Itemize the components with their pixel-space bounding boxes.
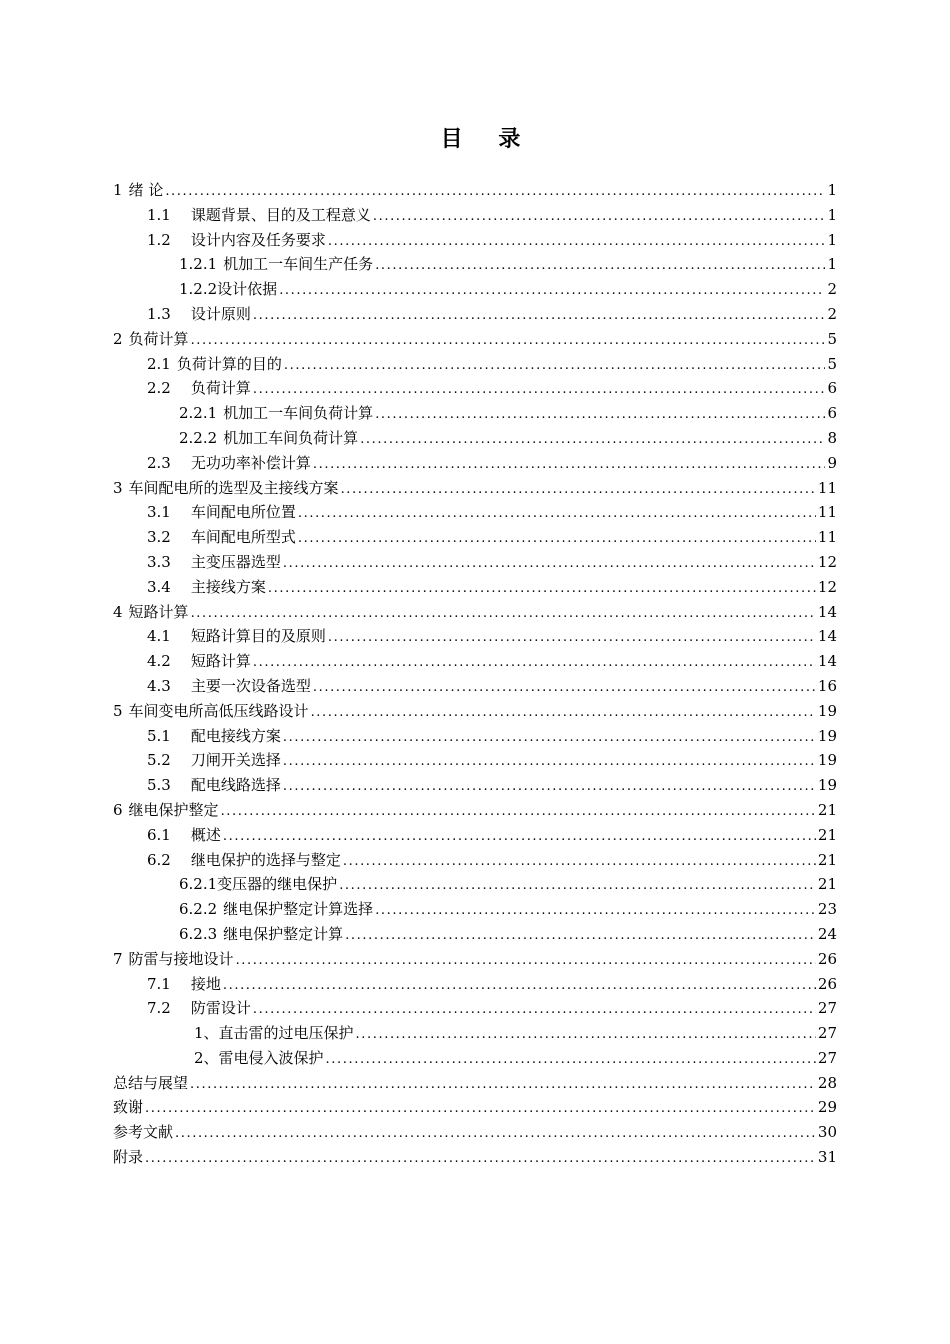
toc-entry[interactable] xyxy=(113,724,837,749)
toc-entry-number: 2.1 xyxy=(147,354,171,373)
toc-entry-number: 6.2.3 xyxy=(179,924,218,943)
toc-dot-leader xyxy=(375,254,825,277)
toc-entry-page: 1 xyxy=(827,230,837,249)
toc-entry[interactable] xyxy=(113,748,837,773)
toc-dot-leader xyxy=(223,825,816,848)
toc-entry-title: 参考文献 xyxy=(113,1123,174,1142)
toc-dot-leader xyxy=(175,1122,816,1145)
toc-entry-title: 无功功率补偿计算 xyxy=(190,453,311,472)
toc-entry-page: 1 xyxy=(827,205,837,224)
toc-entry[interactable] xyxy=(113,624,837,649)
toc-entry-page: 11 xyxy=(817,503,837,522)
toc-entry-number: 7.2 xyxy=(147,999,171,1018)
toc-entry-title: 致谢 xyxy=(113,1098,144,1117)
toc-entry-title: 主接线方案 xyxy=(190,577,266,596)
toc-dot-leader xyxy=(375,403,825,426)
toc-dot-leader xyxy=(326,1048,816,1071)
toc-entry[interactable] xyxy=(113,1071,837,1096)
toc-entry-title: 负荷计算 xyxy=(128,329,189,348)
toc-dot-leader xyxy=(356,1023,816,1046)
toc-entry-page: 16 xyxy=(817,676,837,695)
toc-entry-number: 4.3 xyxy=(147,676,171,695)
toc-entry-number: 7.1 xyxy=(147,974,171,993)
toc-dot-leader xyxy=(253,998,816,1021)
toc-dot-leader xyxy=(313,453,826,476)
toc-entry-number: 2.2 xyxy=(147,379,171,398)
toc-entry-number: 2.2.1 xyxy=(179,404,218,423)
toc-entry-number: 2.3 xyxy=(147,453,171,472)
toc-dot-leader xyxy=(190,1073,816,1096)
toc-entry-title: 接地 xyxy=(190,974,221,993)
toc-entry-title: 设计原则 xyxy=(190,304,251,323)
toc-entry-number: 5 xyxy=(113,701,123,720)
toc-entry-page: 21 xyxy=(817,825,837,844)
toc-entry[interactable] xyxy=(113,1145,837,1170)
toc-entry[interactable] xyxy=(113,798,837,823)
toc-entry[interactable] xyxy=(113,823,837,848)
toc-entry-title: 机加工一车间负荷计算 xyxy=(223,404,374,423)
toc-entry[interactable] xyxy=(113,277,837,302)
toc-entry-page: 26 xyxy=(817,974,837,993)
toc-entry-number: 5.2 xyxy=(147,751,171,770)
toc-entry[interactable] xyxy=(113,674,837,699)
toc-entry-number: 3.1 xyxy=(147,503,171,522)
toc-dot-leader xyxy=(145,1147,816,1170)
toc-entry-page: 6 xyxy=(827,379,837,398)
toc-dot-leader xyxy=(284,354,826,377)
toc-entry-page: 2 xyxy=(827,280,837,299)
toc-entry-title: 车间配电所型式 xyxy=(190,528,296,547)
toc-dot-leader xyxy=(191,329,826,352)
toc-entry-title: 继电保护的选择与整定 xyxy=(190,850,341,869)
toc-entry-title: 防雷与接地设计 xyxy=(128,949,234,968)
toc-entry[interactable] xyxy=(113,947,837,972)
toc-dot-leader xyxy=(343,850,816,873)
toc-dot-leader xyxy=(283,552,816,575)
toc-entry[interactable] xyxy=(113,352,837,377)
toc-entry[interactable] xyxy=(113,178,837,203)
toc-entry-number: 1.3 xyxy=(147,304,171,323)
toc-dot-leader xyxy=(268,577,816,600)
toc-dot-leader xyxy=(283,775,816,798)
toc-entry-number: 3.3 xyxy=(147,552,171,571)
toc-dot-leader xyxy=(279,279,825,302)
toc-entry[interactable] xyxy=(113,1120,837,1145)
toc-entry-number: 7 xyxy=(113,949,123,968)
toc-entry-number: 4.2 xyxy=(147,652,171,671)
toc-entry-number: 6.1 xyxy=(147,825,171,844)
toc-entry-number: 3 xyxy=(113,478,123,497)
toc-entry[interactable] xyxy=(113,376,837,401)
toc-entry-page: 2 xyxy=(827,304,837,323)
toc-entry[interactable] xyxy=(113,1021,837,1046)
toc-entry-number: 1.2 xyxy=(147,230,171,249)
toc-entry[interactable] xyxy=(113,228,837,253)
toc-dot-leader xyxy=(298,527,816,550)
toc-entry-number: 6 xyxy=(113,800,123,819)
toc-entry-title: 主变压器选型 xyxy=(190,552,281,571)
toc-entry-number: 1.1 xyxy=(147,205,171,224)
toc-entry-page: 14 xyxy=(817,627,837,646)
toc-entry-title: 配电接线方案 xyxy=(190,726,281,745)
toc-dot-leader xyxy=(339,874,816,897)
toc-entry-title: 车间配电所位置 xyxy=(190,503,296,522)
toc-entry[interactable] xyxy=(113,996,837,1021)
toc-entry-title: 1、直击雷的过电压保护 xyxy=(194,1024,354,1043)
toc-list xyxy=(113,178,837,1170)
toc-dot-leader xyxy=(328,626,816,649)
toc-entry-number: 3.4 xyxy=(147,577,171,596)
toc-entry[interactable] xyxy=(113,575,837,600)
toc-entry[interactable] xyxy=(113,897,837,922)
toc-title: 目 录 xyxy=(440,126,535,152)
toc-entry-page: 14 xyxy=(817,652,837,671)
toc-entry[interactable] xyxy=(113,922,837,947)
toc-dot-leader xyxy=(360,428,825,451)
toc-entry-title: 短路计算 xyxy=(190,652,251,671)
toc-entry-number: 4 xyxy=(113,602,123,621)
toc-entry-page: 9 xyxy=(827,453,837,472)
toc-entry-page: 27 xyxy=(817,999,837,1018)
toc-entry-title: 防雷设计 xyxy=(190,999,251,1018)
toc-entry-page: 19 xyxy=(817,701,837,720)
toc-entry-title: 总结与展望 xyxy=(113,1073,189,1092)
toc-entry[interactable] xyxy=(113,327,837,352)
toc-dot-leader xyxy=(253,378,826,401)
toc-entry-title: 短路计算 xyxy=(128,602,189,621)
toc-entry[interactable] xyxy=(113,476,837,501)
toc-entry-number: 1.2.2 xyxy=(179,280,218,299)
toc-entry[interactable] xyxy=(113,1095,837,1120)
toc-dot-leader xyxy=(236,949,816,972)
toc-entry[interactable] xyxy=(113,699,837,724)
toc-entry-title: 课题背景、目的及工程意义 xyxy=(190,205,371,224)
toc-entry-title: 短路计算目的及原则 xyxy=(190,627,326,646)
toc-entry-title: 机加工车间负荷计算 xyxy=(223,428,359,447)
toc-entry-number: 6.2.1 xyxy=(179,875,218,894)
toc-entry-page: 19 xyxy=(817,776,837,795)
toc-entry-number: 4.1 xyxy=(147,627,171,646)
toc-dot-leader xyxy=(345,924,816,947)
toc-entry[interactable] xyxy=(113,426,837,451)
toc-entry-page: 5 xyxy=(827,329,837,348)
toc-entry-title: 车间配电所的选型及主接线方案 xyxy=(128,478,339,497)
toc-entry[interactable] xyxy=(113,550,837,575)
toc-entry-page: 5 xyxy=(827,354,837,373)
toc-entry-number: 2 xyxy=(113,329,123,348)
toc-dot-leader xyxy=(223,974,816,997)
toc-entry-title: 2、雷电侵入波保护 xyxy=(194,1048,324,1067)
toc-entry-title: 设计内容及任务要求 xyxy=(190,230,326,249)
toc-dot-leader xyxy=(328,230,826,253)
toc-entry-number: 6.2 xyxy=(147,850,171,869)
toc-entry-page: 29 xyxy=(817,1098,837,1117)
toc-dot-leader xyxy=(191,602,816,625)
toc-dot-leader xyxy=(283,750,816,773)
toc-entry-page: 23 xyxy=(817,900,837,919)
toc-entry-title: 继电保护整定 xyxy=(128,800,219,819)
toc-entry[interactable] xyxy=(113,500,837,525)
toc-dot-leader xyxy=(298,502,816,525)
toc-entry-page: 19 xyxy=(817,726,837,745)
toc-entry-title: 继电保护整定计算 xyxy=(223,924,344,943)
toc-entry-page: 8 xyxy=(827,428,837,447)
toc-entry-number: 5.1 xyxy=(147,726,171,745)
toc-entry-number: 1 xyxy=(113,181,123,199)
toc-dot-leader xyxy=(283,726,816,749)
toc-entry-page: 1 xyxy=(827,181,837,199)
toc-entry-page: 12 xyxy=(817,577,837,596)
toc-entry-page: 12 xyxy=(817,552,837,571)
toc-entry-title: 设计依据 xyxy=(217,280,278,299)
toc-entry-page: 28 xyxy=(817,1073,837,1092)
toc-entry-page: 21 xyxy=(817,850,837,869)
toc-entry-number: 2.2.2 xyxy=(179,428,218,447)
toc-entry-title: 负荷计算 xyxy=(190,379,251,398)
toc-entry-title: 概述 xyxy=(190,825,221,844)
toc-dot-leader xyxy=(313,676,816,699)
toc-entry-title: 配电线路选择 xyxy=(190,776,281,795)
toc-entry[interactable] xyxy=(113,302,837,327)
toc-entry-title: 变压器的继电保护 xyxy=(217,875,338,894)
toc-dot-leader xyxy=(373,205,826,228)
toc-entry-page: 26 xyxy=(817,949,837,968)
toc-entry[interactable] xyxy=(113,401,837,426)
toc-entry-page: 27 xyxy=(817,1024,837,1043)
toc-dot-leader xyxy=(165,180,825,203)
toc-entry[interactable] xyxy=(113,600,837,625)
toc-entry[interactable] xyxy=(113,773,837,798)
toc-entry-title: 刀闸开关选择 xyxy=(190,751,281,770)
toc-entry-page: 24 xyxy=(817,924,837,943)
toc-entry-title: 车间变电所高低压线路设计 xyxy=(128,701,309,720)
toc-entry-title: 附录 xyxy=(113,1148,144,1167)
toc-dot-leader xyxy=(253,651,816,674)
toc-entry-page: 30 xyxy=(817,1123,837,1142)
toc-entry-title: 主要一次设备选型 xyxy=(190,676,311,695)
toc-dot-leader xyxy=(311,701,816,724)
toc-entry[interactable] xyxy=(113,525,837,550)
toc-entry-page: 21 xyxy=(817,800,837,819)
toc-entry[interactable] xyxy=(113,972,837,997)
toc-entry-number: 5.3 xyxy=(147,776,171,795)
toc-entry-page: 6 xyxy=(827,404,837,423)
toc-entry[interactable] xyxy=(113,1046,837,1071)
toc-dot-leader xyxy=(341,478,816,501)
toc-entry-page: 31 xyxy=(817,1148,837,1167)
toc-entry-number: 6.2.2 xyxy=(179,900,218,919)
toc-entry-page: 14 xyxy=(817,602,837,621)
toc-entry-page: 27 xyxy=(817,1048,837,1067)
toc-dot-leader xyxy=(145,1097,816,1120)
toc-entry[interactable] xyxy=(113,203,837,228)
toc-entry-title: 机加工一车间生产任务 xyxy=(223,255,374,274)
toc-entry[interactable] xyxy=(113,451,837,476)
toc-entry-page: 21 xyxy=(817,875,837,894)
toc-entry-number: 1.2.1 xyxy=(179,255,218,274)
toc-dot-leader xyxy=(221,800,816,823)
toc-entry-page: 1 xyxy=(827,255,837,274)
toc-entry-page: 11 xyxy=(817,528,837,547)
toc-entry-number: 3.2 xyxy=(147,528,171,547)
toc-entry[interactable] xyxy=(113,649,837,674)
toc-entry-title: 继电保护整定计算选择 xyxy=(223,900,374,919)
toc-entry-title: 负荷计算的目的 xyxy=(176,354,282,373)
toc-entry-page: 11 xyxy=(817,478,837,497)
toc-entry[interactable] xyxy=(113,848,837,873)
toc-dot-leader xyxy=(253,304,826,327)
toc-entry-title: 绪 论 xyxy=(128,181,164,199)
toc-entry-page: 19 xyxy=(817,751,837,770)
toc-entry[interactable] xyxy=(113,872,837,897)
toc-dot-leader xyxy=(375,899,816,922)
toc-entry[interactable] xyxy=(113,252,837,277)
